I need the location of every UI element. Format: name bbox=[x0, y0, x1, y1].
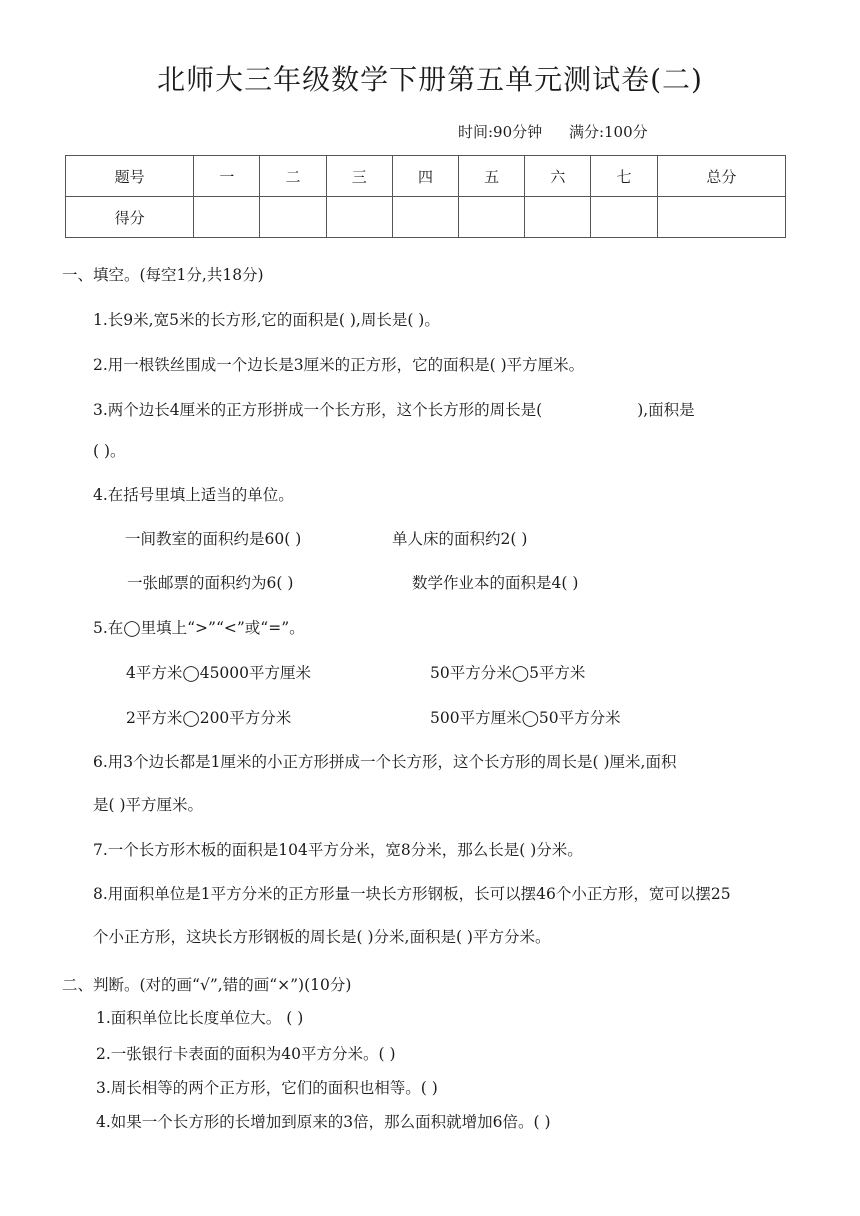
judgment-item: 3.周长相等的两个正方形，它们的面积也相等。( ) bbox=[96, 1079, 438, 1097]
score-cell[interactable] bbox=[194, 197, 260, 238]
question-4-item: 一间教室的面积约是60( ) bbox=[125, 530, 302, 548]
score-cell[interactable] bbox=[459, 197, 525, 238]
judgment-item: 4.如果一个长方形的长增加到原来的3倍，那么面积就增加6倍。( ) bbox=[96, 1113, 551, 1131]
question-7: 7.一个长方形木板的面积是104平方分米，宽8分米，那么长是( )分米。 bbox=[93, 841, 583, 859]
question-4-item: 数学作业本的面积是4( ) bbox=[412, 574, 579, 592]
header-cell: 三 bbox=[326, 156, 392, 197]
score-cell[interactable] bbox=[657, 197, 785, 238]
section1-heading: 一、填空。(每空1分,共18分) bbox=[62, 266, 264, 284]
question-6-line1: 6.用3个边长都是1厘米的小正方形拼成一个长方形，这个长方形的周长是( )厘米,面积 bbox=[93, 753, 677, 771]
score-cell[interactable] bbox=[392, 197, 458, 238]
question-5-item: 50平方分米◯5平方米 bbox=[430, 664, 586, 682]
question-5: 5.在◯里填上“>”“<”或“=”。 bbox=[93, 619, 305, 637]
score-table-header-row bbox=[66, 156, 786, 197]
score-table-score-row bbox=[66, 197, 786, 238]
question-2: 2.用一根铁丝围成一个边长是3厘米的正方形，它的面积是( )平方厘米。 bbox=[93, 356, 585, 374]
score-cell[interactable] bbox=[326, 197, 392, 238]
question-4: 4.在括号里填上适当的单位。 bbox=[93, 486, 294, 504]
time-limit: 时间:90分钟 bbox=[458, 123, 543, 141]
header-cell: 六 bbox=[525, 156, 591, 197]
score-row-label: 得分 bbox=[66, 197, 194, 238]
header-cell: 总分 bbox=[657, 156, 785, 197]
question-3-line1 bbox=[93, 398, 695, 420]
score-table bbox=[65, 155, 786, 238]
exam-meta bbox=[458, 121, 648, 142]
page-title: 北师大三年级数学下册第五单元测试卷(二) bbox=[157, 63, 703, 96]
question-4-item: 一张邮票的面积约为6( ) bbox=[127, 574, 294, 592]
header-cell: 七 bbox=[591, 156, 657, 197]
question-3-text: 3.两个边长4厘米的正方形拼成一个长方形，这个长方形的周长是( bbox=[93, 401, 543, 419]
question-3-line2: ( )。 bbox=[93, 442, 126, 460]
header-cell: 四 bbox=[392, 156, 458, 197]
judgment-item: 2.一张银行卡表面的面积为40平方分米。( ) bbox=[96, 1045, 396, 1063]
full-score: 满分:100分 bbox=[568, 123, 648, 141]
question-1: 1.长9米,宽5米的长方形,它的面积是( ),周长是( )。 bbox=[93, 311, 440, 329]
question-4-item: 单人床的面积约2( ) bbox=[392, 530, 528, 548]
header-cell: 二 bbox=[260, 156, 326, 197]
header-cell: 一 bbox=[194, 156, 260, 197]
header-cell: 题号 bbox=[66, 156, 194, 197]
question-5-item: 2平方米◯200平方分米 bbox=[126, 709, 292, 727]
score-cell[interactable] bbox=[260, 197, 326, 238]
question-3-text-end: ),面积是 bbox=[637, 401, 695, 419]
question-8-line2: 个小正方形，这块长方形钢板的周长是( )分米,面积是( )平方分米。 bbox=[93, 928, 551, 946]
question-6-line2: 是( )平方厘米。 bbox=[93, 796, 204, 814]
question-5-item: 500平方厘米◯50平方分米 bbox=[430, 709, 621, 727]
question-8-line1: 8.用面积单位是1平方分米的正方形量一块长方形钢板，长可以摆46个小正方形，宽可以摆25 bbox=[93, 885, 731, 903]
judgment-item: 1.面积单位比长度单位大。 ( ) bbox=[96, 1009, 304, 1027]
score-cell[interactable] bbox=[591, 197, 657, 238]
question-5-item: 4平方米◯45000平方厘米 bbox=[126, 664, 312, 682]
header-cell: 五 bbox=[459, 156, 525, 197]
section2-heading: 二、判断。(对的画“√”,错的画“×”)(10分) bbox=[62, 976, 352, 994]
score-cell[interactable] bbox=[525, 197, 591, 238]
